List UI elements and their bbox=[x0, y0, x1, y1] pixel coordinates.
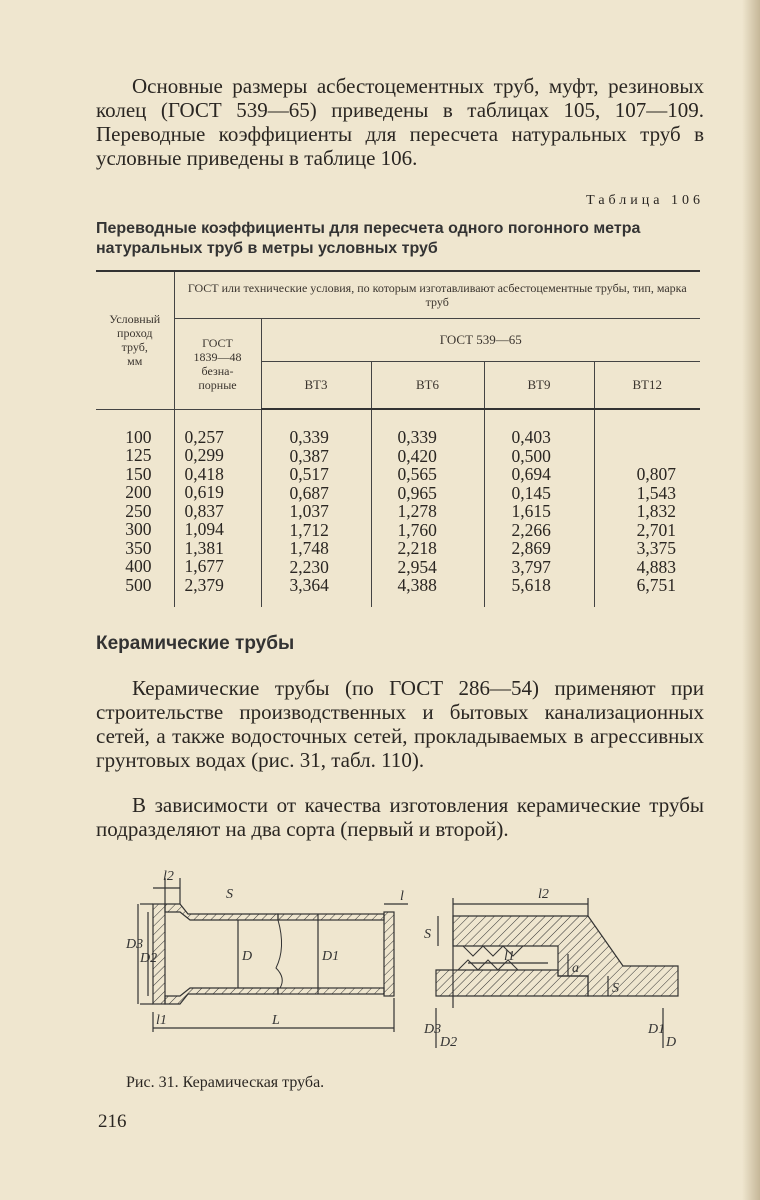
page-number: 216 bbox=[98, 1111, 127, 1132]
col-vt12: 0,807 1,543 1,832 2,701 3,375 4,883 6,751 bbox=[594, 409, 700, 607]
header-vt12: ВТ12 bbox=[594, 362, 700, 410]
table-body-row bbox=[96, 409, 700, 607]
page-edge-shadow bbox=[742, 0, 760, 1200]
paragraph-grades: В зависимости от качества изготовления керамические трубы подразделяют на два сорта (первый и второй). bbox=[96, 793, 704, 841]
header-vt3: ВТ3 bbox=[261, 362, 371, 410]
label-d1-right: D1 bbox=[648, 1022, 666, 1037]
label-a-right: a bbox=[572, 961, 579, 976]
label-l-left: l bbox=[400, 889, 404, 904]
header-vt9: ВТ9 bbox=[484, 362, 594, 410]
label-s-left: S bbox=[226, 887, 233, 902]
header-gost539: ГОСТ 539—65 bbox=[261, 319, 700, 362]
label-l1-left: l1 bbox=[156, 1013, 167, 1028]
label-l2-right: l2 bbox=[538, 887, 549, 902]
header-gost1839: ГОСТ 1839—48 безна- порные bbox=[174, 319, 261, 410]
label-d3-left: D3 bbox=[126, 937, 144, 952]
label-d-left: D bbox=[242, 949, 253, 964]
coefficients-table bbox=[96, 270, 700, 607]
label-d2-left: D2 bbox=[140, 951, 158, 966]
col-vt6: 0,339 0,420 0,565 0,965 1,278 1,760 2,218 2,954 4,388 bbox=[371, 409, 484, 607]
intro-paragraph: Основные размеры асбестоцементных труб, муфт, резиновых колец (ГОСТ 539—65) приведены в таблицах 105, 107—109. Переводные коэффициенты для пересчета натуральных труб в условные приведены в таблице 106. bbox=[96, 74, 704, 170]
label-d3-right: D3 bbox=[424, 1022, 442, 1037]
col-passage: 100 125 150 200 250 300 350 400 500 bbox=[96, 409, 174, 607]
label-s-right: S bbox=[424, 927, 431, 942]
table-caption: Таблица 106 bbox=[586, 193, 704, 208]
label-d2-right: D2 bbox=[440, 1035, 458, 1050]
ceramic-pipe-drawing bbox=[118, 868, 698, 1068]
col-gost1839: 0,257 0,299 0,418 0,619 0,837 1,094 1,381 1,677 2,379 bbox=[174, 409, 261, 607]
pipe-side-view bbox=[138, 878, 408, 1032]
col-vt9: 0,403 0,500 0,694 0,145 1,615 2,266 2,869 3,797 5,618 bbox=[484, 409, 594, 607]
section-heading: Керамические трубы bbox=[96, 633, 295, 654]
table-title: Переводные коэффициенты для пересчета одного погонного метра натуральных труб в метры условных труб bbox=[96, 220, 641, 257]
label-d1-left: D1 bbox=[322, 949, 340, 964]
label-bigl-left: L bbox=[272, 1013, 280, 1028]
label-l1-right: l1 bbox=[504, 949, 515, 964]
label-s2-right: S bbox=[612, 981, 619, 996]
pipe-joint-section bbox=[436, 898, 678, 1048]
label-l2-left: l2 bbox=[163, 869, 174, 884]
figure-caption: Рис. 31. Керамическая труба. bbox=[126, 1074, 325, 1091]
label-d-right: D bbox=[666, 1035, 677, 1050]
col-vt3: 0,339 0,387 0,517 0,687 1,037 1,712 1,748 2,230 3,364 bbox=[261, 409, 371, 607]
header-vt6: ВТ6 bbox=[371, 362, 484, 410]
paragraph-ceramic: Керамические трубы (по ГОСТ 286—54) применяют при строительстве производственных и бытовых канализационных сетей, а также водосточных сетей, прокладываемых в агрессивных грунтовых водах (рис. 31, табл. 110). bbox=[96, 676, 704, 772]
header-group: ГОСТ или технические условия, по которым изготавливают асбестоцементные трубы, тип, марка труб bbox=[174, 271, 700, 319]
header-passage: Условный проход труб, мм bbox=[96, 271, 174, 409]
